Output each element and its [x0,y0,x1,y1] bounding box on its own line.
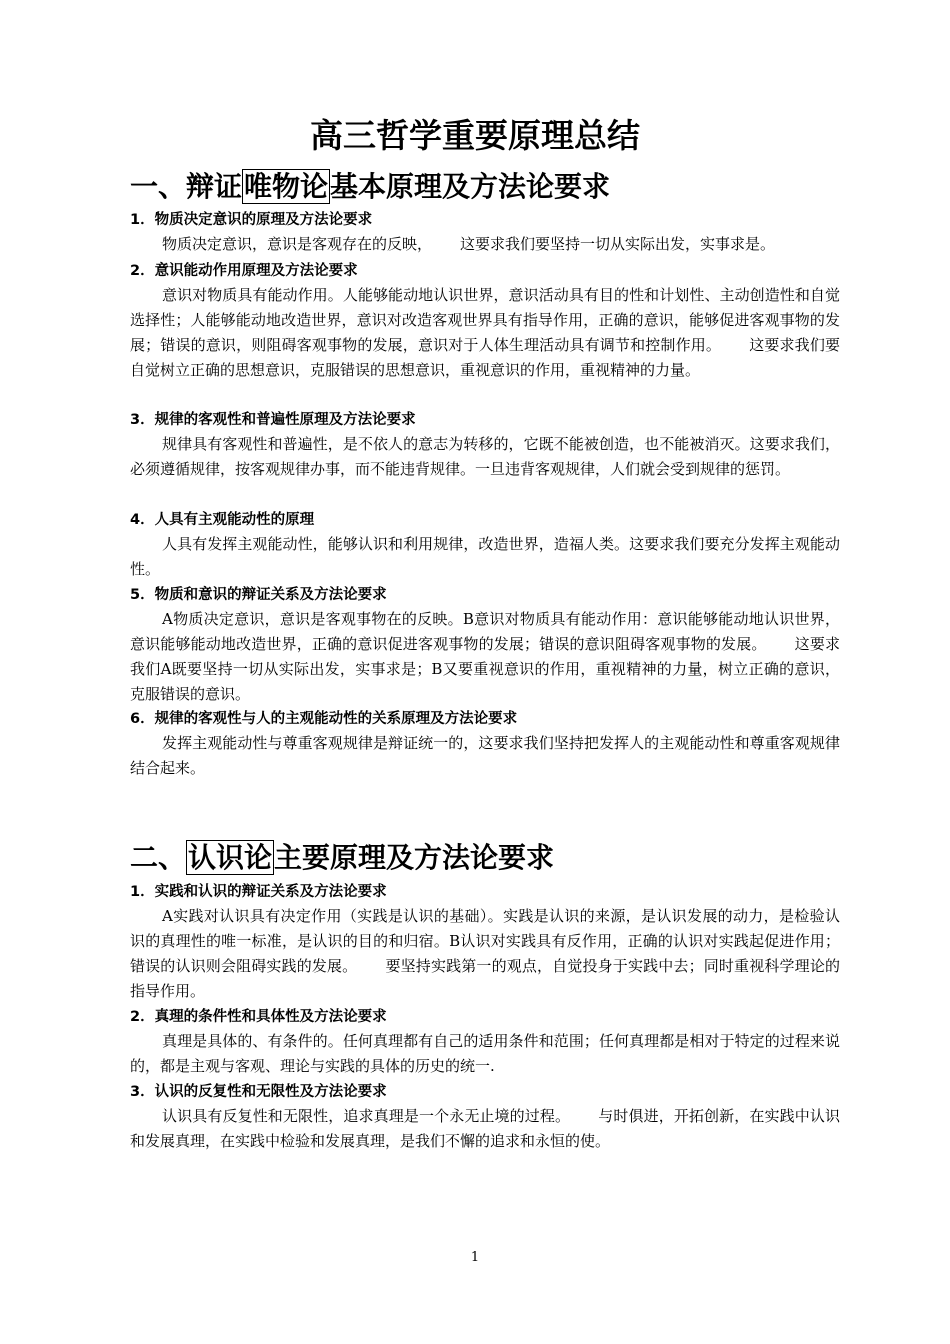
section [130,1005,840,1079]
section [130,1080,840,1154]
section-requirement: 要坚持实践第一的观点，自觉投身于实践中去；同时重视科学理论的指导作用。 [130,957,840,1000]
section-principle: A物质决定意识，意识是客观事物在的反映。B意识对物质具有能动作用：意识能够能动地认识世界，意识能够能动地改造世界，正确的意识促进客观事物的发展；错误的意识阻碍客观事物的发展。 [130,610,840,653]
section [130,259,840,383]
section-principle: 物质决定意识，意识是客观存在的反映， [162,235,433,253]
section-body [130,1029,840,1079]
section-body [130,1104,840,1154]
chapter-suffix: 基本原理及方法论要求 [330,170,611,203]
section-heading: 2．真理的条件性和具体性及方法论要求 [130,1009,387,1025]
section-heading: 4．人具有主观能动性的原理 [130,512,315,528]
section-body [130,607,840,707]
section-requirement: 这要求我们要坚持一切从实际出发，实事求是。 [460,235,776,253]
section-body [130,283,840,383]
section-body [130,731,840,781]
document-title: 高三哲学重要原理总结 [310,116,640,155]
section-heading: 3．认识的反复性和无限性及方法论要求 [130,1084,387,1100]
section-body [130,532,840,582]
page-number: 1 [470,1250,480,1265]
section-principle: 人具有发挥主观能动性，能够认识和利用规律，改造世界，造福人类。这要求我们要充分发挥主观能动性。 [130,535,840,578]
section-requirement: 这要求我们A既要坚持一切从实际出发，实事求是；B又要重视意识的作用，重视精神的力量，树立正确的意识，克服错误的意识。 [130,635,840,703]
section [130,707,840,781]
chapter-boxed-term: 唯物论 [244,170,329,203]
section [130,508,840,582]
section-requirement: 这要求我们要自觉树立正确的思想意识，克服错误的思想意识，重视意识的作用，重视精神的力量。 [130,336,840,379]
section-heading: 1．物质决定意识的原理及方法论要求 [130,212,373,228]
section-heading: 2．意识能动作用原理及方法论要求 [130,263,358,279]
section-body [130,904,840,1004]
section-principle: 真理是具体的、有条件的。任何真理都有自己的适用条件和范围；任何真理都是相对于特定的过程来说的，都是主观与客观、理论与实践的具体的历史的统一. [130,1032,840,1075]
chapter-suffix: 主要原理及方法论要求 [274,841,555,874]
section-principle: 发挥主观能动性与尊重客观规律是辩证统一的，这要求我们坚持把发挥人的主观能动性和尊重客观规律结合起来。 [130,734,840,777]
section [130,880,840,1004]
section-heading: 1．实践和认识的辩证关系及方法论要求 [130,884,387,900]
chapter-heading [130,165,610,205]
section-body [130,232,840,257]
section-body [130,432,840,482]
chapter-prefix: 一、辩证 [130,170,243,203]
section [130,408,840,482]
section-heading: 6．规律的客观性与人的主观能动性的关系原理及方法论要求 [130,711,518,727]
section-principle: A实践对认识具有决定作用（实践是认识的基础）。实践是认识的来源，是认识发展的动力，是检验认识的真理性的唯一标准，是认识的目的和归宿。B认识对实践具有反作用，正确的认识对实践起促进作用；错误的认识则会阻碍实践的发展。 [130,907,840,975]
section-heading: 3．规律的客观性和普遍性原理及方法论要求 [130,412,416,428]
chapter-prefix: 二、 [130,841,187,874]
section [130,583,840,707]
chapter-boxed-term: 认识论 [188,841,273,874]
section-heading: 5．物质和意识的辩证关系及方法论要求 [130,587,387,603]
chapter-heading [130,836,554,876]
section [130,208,840,257]
section-principle: 意识对物质具有能动作用。人能够能动地认识世界，意识活动具有目的性和计划性、主动创造性和自觉选择性；人能够能动地改造世界，意识对改造客观世界具有指导作用，正确的意识，能够促进客观事物的发展；错误的意识，则阻碍客观事物的发展，意识对于人体生理活动具有调节和控制作用。 [130,286,840,354]
section-principle: 认识具有反复性和无限性，追求真理是一个永无止境的过程。 [162,1107,571,1125]
section-requirement: 与时俱进，开拓创新，在实践中认识和发展真理，在实践中检验和发展真理，是我们不懈的追求和永恒的使。 [130,1107,840,1150]
section-principle: 规律具有客观性和普遍性，是不依人的意志为转移的，它既不能被创造，也不能被消灭。这要求我们，必须遵循规律，按客观规律办事，而不能违背规律。一旦违背客观规律，人们就会受到规律的惩罚。 [130,435,840,478]
